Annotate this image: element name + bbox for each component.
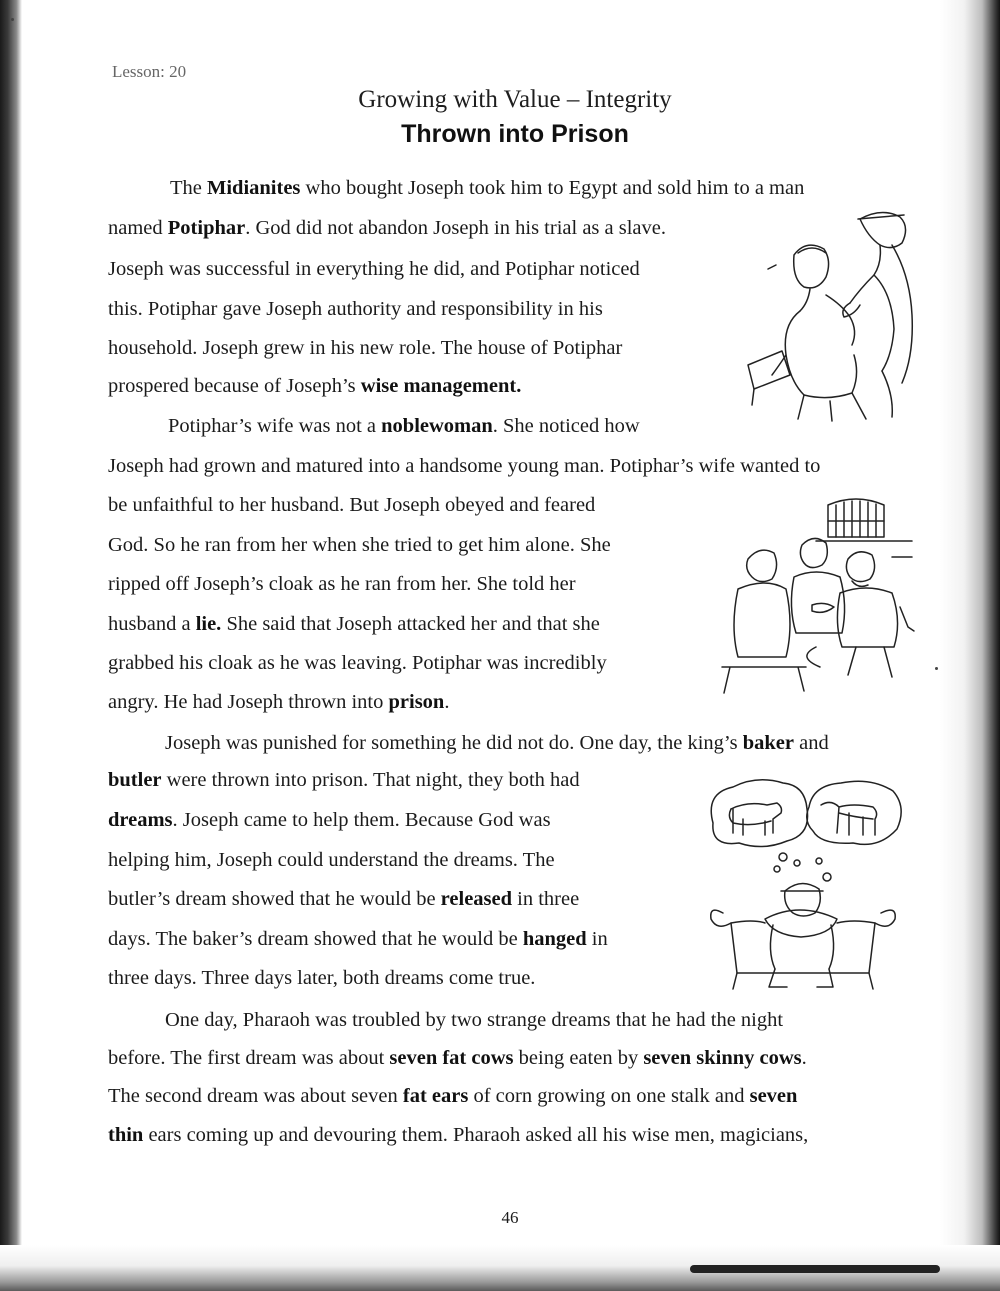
text-run: Potiphar’s wife was not a xyxy=(168,415,382,437)
text-run: three days. Three days later, both dreams come true. xyxy=(108,967,536,989)
text-run: household. Joseph grew in his new role. The house of Potiphar xyxy=(108,337,623,359)
text-line xyxy=(108,338,622,359)
scan-speck xyxy=(935,667,938,670)
bold-term: fat ears xyxy=(402,1085,469,1107)
text-line xyxy=(170,178,804,199)
text-line xyxy=(108,929,608,950)
text-line xyxy=(108,495,595,516)
text-run: God. So he ran from her when she tried to get him alone. She xyxy=(108,534,611,556)
text-run: . God did not abandon Joseph in his trial as a slave. xyxy=(245,217,666,239)
text-run: of corn growing on one stalk and xyxy=(468,1085,750,1107)
bold-term: dreams xyxy=(108,809,173,831)
text-run: in three xyxy=(512,888,580,910)
text-run: One day, Pharaoh was troubled by two strange dreams that he had the night xyxy=(165,1009,784,1031)
text-run: days. The baker’s dream showed that he would be xyxy=(108,928,523,950)
text-run: be unfaithful to her husband. But Joseph obeyed and feared xyxy=(108,494,596,516)
text-run: butler’s dream showed that he would be xyxy=(108,888,441,910)
text-run: angry. He had Joseph thrown into xyxy=(108,691,389,713)
page-binding-shadow xyxy=(0,0,22,1291)
text-line xyxy=(108,1048,807,1069)
text-run: grabbed his cloak as he was leaving. Potiphar was incredibly xyxy=(108,652,607,674)
bold-term: seven fat cows xyxy=(389,1047,514,1069)
section-heading: Growing with Value – Integrity xyxy=(358,86,672,113)
page-title: Thrown into Prison xyxy=(401,120,629,148)
text-line xyxy=(108,1086,797,1107)
scan-speck xyxy=(11,18,14,21)
bold-term: lie. xyxy=(195,613,222,635)
text-run: . Joseph came to help them. Because God was xyxy=(172,809,551,831)
lesson-label: Lesson: 20 xyxy=(112,62,187,81)
bold-term: seven xyxy=(749,1085,798,1107)
text-run: in xyxy=(586,928,608,950)
bold-term: noblewoman xyxy=(381,415,493,437)
bold-term: thin xyxy=(108,1124,144,1146)
text-run: The xyxy=(170,177,207,199)
text-run: named xyxy=(108,217,168,239)
text-run: husband a xyxy=(108,613,196,635)
text-run: Joseph was punished for something he did not do. One day, the king’s xyxy=(165,732,743,754)
text-line xyxy=(108,692,449,713)
text-run: ripped off Joseph’s cloak as he ran from her. She told her xyxy=(108,573,576,595)
page-right-edge-shadow xyxy=(940,0,1000,1291)
bold-term: released xyxy=(440,888,513,910)
bold-term: wise management. xyxy=(360,375,522,397)
text-line xyxy=(108,574,576,595)
illustration-joseph-in-prison-with-baker-and-butler-icon xyxy=(716,497,916,695)
text-line xyxy=(168,416,640,437)
text-run: were thrown into prison. That night, they both had xyxy=(161,769,580,791)
bold-term: prison xyxy=(388,691,445,713)
text-line xyxy=(108,259,640,280)
text-line xyxy=(165,733,829,754)
bold-term: butler xyxy=(108,769,162,791)
text-run: before. The first dream was about xyxy=(108,1047,390,1069)
text-run: . xyxy=(801,1047,807,1069)
text-line xyxy=(108,850,555,871)
text-line xyxy=(108,889,579,910)
text-line xyxy=(108,456,820,477)
text-run: Joseph had grown and matured into a handsome young man. Potiphar’s wife wanted to xyxy=(108,455,821,477)
text-line xyxy=(108,376,521,397)
text-run: The second dream was about seven xyxy=(108,1085,403,1107)
text-run: being eaten by xyxy=(513,1047,644,1069)
text-run: and xyxy=(793,732,829,754)
text-run: ears coming up and devouring them. Pharaoh asked all his wise men, magicians, xyxy=(143,1124,809,1146)
text-run: She said that Joseph attacked her and that she xyxy=(221,613,600,635)
bold-term: Potiphar xyxy=(167,217,246,239)
bold-term: Midianites xyxy=(207,177,301,199)
text-run: this. Potiphar gave Joseph authority and responsibility in his xyxy=(108,298,603,320)
text-run: who bought Joseph took him to Egypt and sold him to a man xyxy=(300,177,805,199)
illustration-pharaoh-dreaming-of-cows-icon xyxy=(703,773,911,995)
text-line xyxy=(108,1125,808,1146)
bold-term: seven skinny cows xyxy=(643,1047,802,1069)
text-line xyxy=(108,653,607,674)
text-run: . She noticed how xyxy=(492,415,640,437)
text-line xyxy=(108,968,535,989)
text-run: Joseph was successful in everything he did, and Potiphar noticed xyxy=(108,258,640,280)
bold-term: hanged xyxy=(522,928,587,950)
text-line xyxy=(108,770,580,791)
text-run: helping him, Joseph could understand the dreams. The xyxy=(108,849,555,871)
text-line xyxy=(108,299,603,320)
text-line xyxy=(108,218,666,239)
page-number: 46 xyxy=(501,1208,519,1227)
text-run: prospered because of Joseph’s xyxy=(108,375,361,397)
text-line xyxy=(165,1010,783,1031)
text-line xyxy=(108,810,551,831)
bold-term: baker xyxy=(742,732,794,754)
illustration-joseph-and-potiphars-wife-icon xyxy=(742,205,932,423)
text-run: . xyxy=(444,691,450,713)
text-line xyxy=(108,535,611,556)
text-line xyxy=(108,614,600,635)
scan-artifact-mark xyxy=(690,1265,940,1273)
